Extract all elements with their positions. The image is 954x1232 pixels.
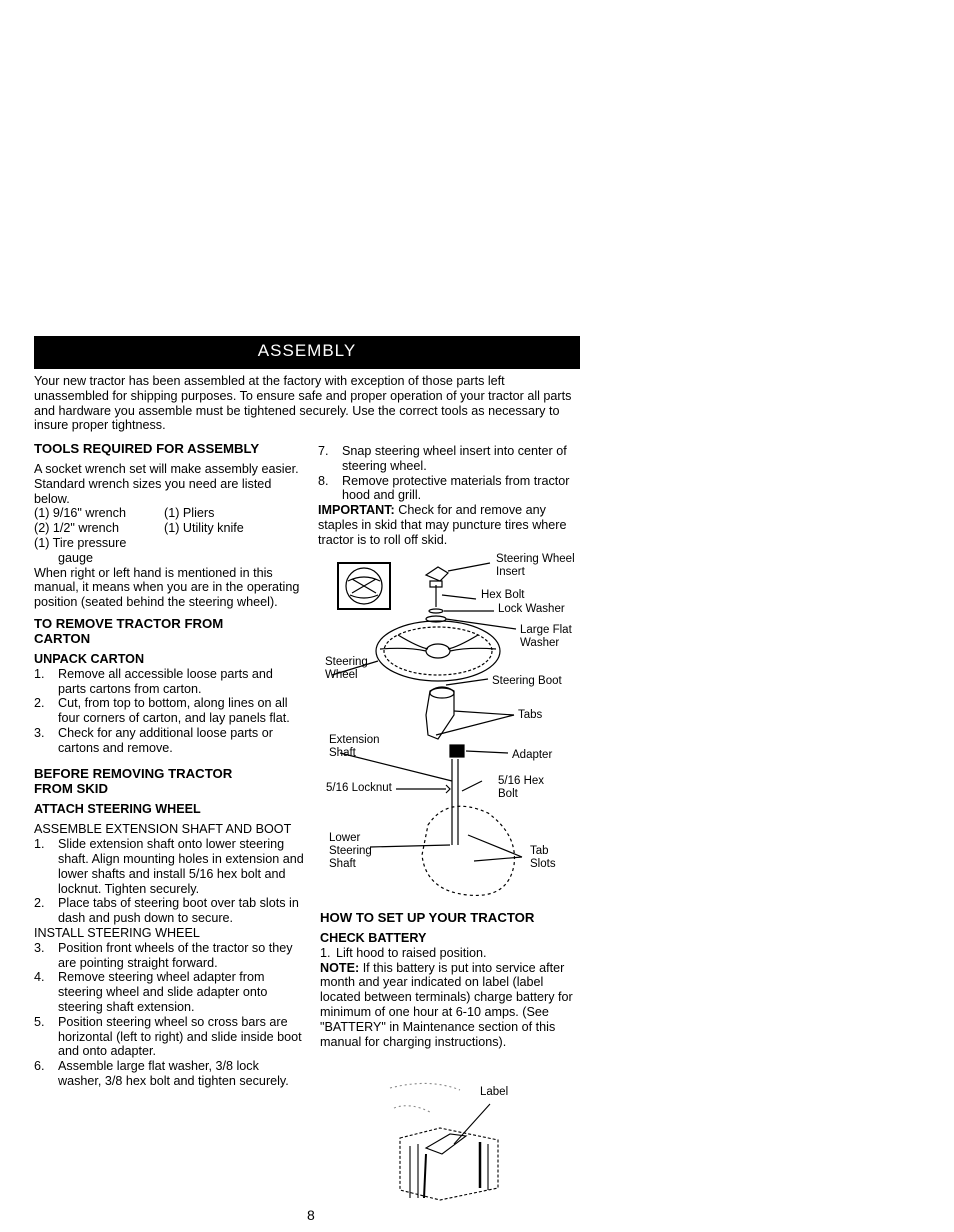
tool-item: (1) Utility knife (164, 521, 244, 536)
tool-item (164, 536, 294, 551)
list-item: 1. Lift hood to raised position. (320, 945, 487, 960)
label-tabs: Tabs (518, 709, 543, 721)
list-item: 2. Place tabs of steering boot over tab slots in dash and push down to secure. (34, 896, 299, 926)
list-item: 3. Check for any additional loose parts or cartons and remove. (34, 725, 273, 755)
tool-item-gauge: gauge (58, 550, 94, 565)
page-number: 8 (307, 1207, 315, 1223)
tool-item: (1) Tire pressure (34, 535, 127, 550)
install-steps (34, 941, 304, 1089)
tool-item: (2) 1/2" wrench (34, 521, 119, 536)
label-battery-label: Label (480, 1086, 509, 1098)
label-lock-washer: Lock Washer (498, 603, 565, 615)
list-item: 2. Cut, from top to bottom, along lines on all four corners of carton, and lay panels flat. (34, 696, 290, 726)
list-item: 1. Slide extension shaft onto lower steering shaft. Align mounting holes in extension and lower shafts and install 5/16 hex bolt and locknut. Tighten securely. (34, 837, 304, 896)
left-column (34, 441, 304, 1089)
right-column (318, 444, 588, 548)
tool-item: (1) Pliers (164, 506, 215, 521)
hand-note: When right or left hand is mentioned in this manual, it means when you are in the operating position (seated behind the steering wheel). (34, 565, 300, 610)
label-steering-boot: Steering Boot (492, 675, 562, 687)
label-adapter: Adapter (512, 749, 553, 761)
label-extension-shaft: Extension Shaft (329, 734, 380, 759)
label-lower-steering-shaft: Lower Steering Shaft (329, 832, 372, 870)
label-steering-wheel: Steering Wheel (325, 656, 368, 681)
battery-steps (320, 946, 582, 961)
list-item: 1. Remove all accessible loose parts and parts cartons from carton. (34, 666, 273, 696)
unpack-steps (34, 667, 304, 756)
battery-note: NOTE: If this battery is put into service after month and year indicated on label (label located between terminals) charge battery for minimum of one hour at 6-10 amps. (See "BATTERY" in Maintenance section of this manual for charging instructions). (320, 960, 573, 1049)
battery-heading: CHECK BATTERY (320, 931, 427, 945)
label-locknut: 5/16 Locknut (326, 782, 392, 794)
assemble-steps (34, 837, 304, 926)
install-wheel-subheading: INSTALL STEERING WHEEL (34, 925, 200, 940)
setup-heading: HOW TO SET UP YOUR TRACTOR (320, 910, 535, 925)
list-item: 8. Remove protective materials from tractor hood and grill. (318, 473, 570, 503)
important-note: IMPORTANT: Check for and remove any staples in skid that may puncture tires where tractor is to roll off skid. (318, 503, 567, 547)
tool-item: (1) 9/16" wrench (34, 506, 126, 521)
label-hex-bolt: Hex Bolt (481, 589, 525, 601)
setup-section (320, 910, 582, 1049)
list-item: 4. Remove steering wheel adapter from steering wheel and slide adapter onto steering shaft extension. (34, 970, 268, 1014)
unpack-heading: UNPACK CARTON (34, 651, 145, 666)
label-steering-wheel-insert: Steering Wheel Insert (496, 553, 575, 578)
attach-heading: ATTACH STEERING WHEEL (34, 801, 201, 816)
list-item: 7. Snap steering wheel insert into center of steering wheel. (318, 444, 567, 473)
assembly-banner (34, 336, 580, 369)
tools-text: A socket wrench set will make assembly easier. Standard wrench sizes you need are listed below. (34, 462, 299, 506)
remove-heading: TO REMOVE TRACTOR FROM CARTON (34, 615, 224, 646)
list-item: 6. Assemble large flat washer, 3/8 lock washer, 3/8 hex bolt and tighten securely. (34, 1059, 289, 1088)
label-large-flat-washer: Large Flat Washer (520, 624, 572, 649)
list-item: 5. Position steering wheel so cross bars are horizontal (left to right) and slide inside boot and onto adapter. (34, 1014, 302, 1059)
wheel-steps (318, 444, 588, 503)
assemble-shaft-subheading: ASSEMBLE EXTENSION SHAFT AND BOOT (34, 822, 292, 837)
skid-heading: BEFORE REMOVING TRACTOR FROM SKID (34, 765, 233, 796)
tools-heading: TOOLS REQUIRED FOR ASSEMBLY (34, 441, 260, 456)
intro-paragraph: Your new tractor has been assembled at the factory with exception of those parts left unassembled for shipping purposes. To ensure safe and proper operation of your tractor all parts and hardware you assemble must be tightened securely. Use the correct tools as necessary to insure proper tightness. (34, 374, 572, 433)
page-title: ASSEMBLY (257, 341, 357, 360)
tools-list (34, 506, 304, 550)
label-516-hex-bolt: 5/16 Hex Bolt (498, 775, 545, 800)
label-tab-slots: Tab Slots (530, 845, 556, 870)
list-item: 3. Position front wheels of the tractor so they are pointing straight forward. (34, 940, 293, 970)
